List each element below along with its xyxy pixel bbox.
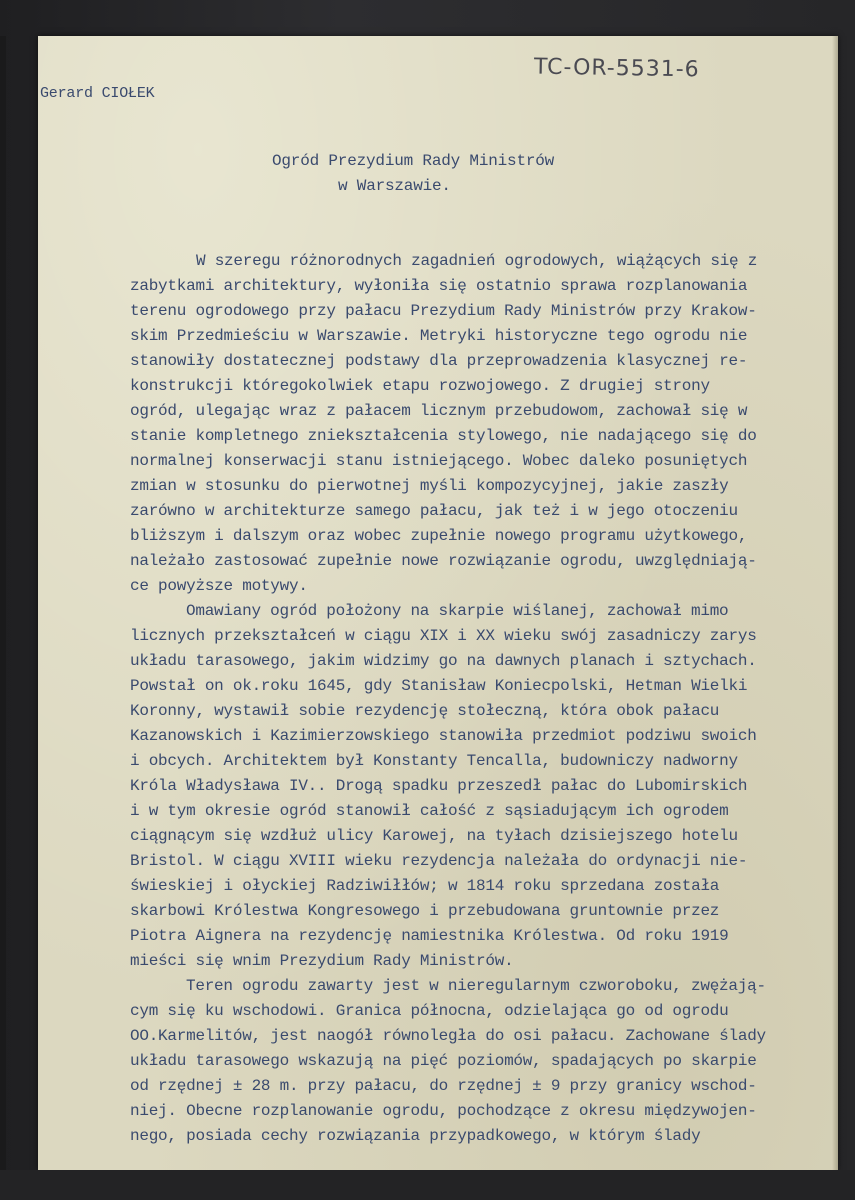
text-line: Powstał on ok.roku 1645, gdy Stanisław Koniecpolski, Hetman Wielki <box>130 677 748 695</box>
text-line: należało zastosować zupełnie nowe rozwiązanie ogrodu, uwzględniają- <box>130 552 757 570</box>
typed-page <box>38 36 838 1170</box>
document-subtitle: w Warszawie. <box>338 177 451 195</box>
author-name: Gerard CIOŁEK <box>40 85 155 102</box>
text-line: Koronny, wystawił sobie rezydencję stołeczną, która obok pałacu <box>130 702 720 720</box>
text-line: świeskiej i ołyckiej Radziwiłłów; w 1814 roku sprzedana została <box>130 877 720 895</box>
text-line: ce powyższe motywy. <box>130 577 308 595</box>
text-line: układu tarasowego wskazują na pięć poziomów, spadających po skarpie <box>130 1052 757 1070</box>
text-line: Kazanowskich i Kazimierzowskiego stanowiła przedmiot podziwu swoich <box>130 727 757 745</box>
text-line: OO.Karmelitów, jest naogół równoległa do osi pałacu. Zachowane ślady <box>130 1027 766 1045</box>
text-line: Teren ogrodu zawarty jest w nieregularnym czworoboku, zwężają- <box>186 977 766 995</box>
text-line: mieści się wnim Prezydium Rady Ministrów. <box>130 952 514 970</box>
text-line: bliższym i dalszym oraz wobec zupełnie nowego programu użytkowego, <box>130 527 748 545</box>
text-line: normalnej konserwacji stanu istniejącego. Wobec daleko posuniętych <box>130 452 748 470</box>
text-line: i obcych. Architektem był Konstanty Tencalla, budowniczy nadworny <box>130 752 738 770</box>
binder-edge <box>0 36 6 1170</box>
text-line: skarbowi Królestwa Kongresowego i przebudowana gruntownie przez <box>130 902 720 920</box>
text-line: ogród, ulegając wraz z pałacem licznym przebudowom, zachował się w <box>130 402 748 420</box>
text-line: zabytkami architektury, wyłoniła się ostatnio sprawa rozplanowania <box>130 277 748 295</box>
text-line: Omawiany ogród położony na skarpie wiślanej, zachował mimo <box>186 602 729 620</box>
text-line: Piotra Aignera na rezydencję namiestnika Królestwa. Od roku 1919 <box>130 927 729 945</box>
text-line: cym się ku wschodowi. Granica północna, odzielająca go od ogrodu <box>130 1002 729 1020</box>
archive-reference-handwritten: TC-OR-5531-6 <box>533 54 700 83</box>
text-line: zmian w stosunku do pierwotnej myśli kompozycyjnej, jakie zaszły <box>130 477 729 495</box>
text-line: Bristol. W ciągu XVIII wieku rezydencja należała do ordynacji nie- <box>130 852 748 870</box>
text-line: od rzędnej ± 28 m. przy pałacu, do rzędnej ± 9 przy granicy wschod- <box>130 1077 757 1095</box>
text-line: układu tarasowego, jakim widzimy go na dawnych planach i sztychach. <box>130 652 757 670</box>
text-line: zarówno w architekturze samego pałacu, jak też i w jego otoczeniu <box>130 502 738 520</box>
text-line: W szeregu różnorodnych zagadnień ogrodowych, wiążących się z <box>196 252 758 270</box>
text-line: licznych przekształceń w ciągu XIX i XX wieku swój zasadniczy zarys <box>130 627 757 645</box>
text-line: stanie kompletnego zniekształcenia stylowego, nie nadającego się do <box>130 427 757 445</box>
text-line: i w tym okresie ogród stanowił całość z sąsiadującym ich ogrodem <box>130 802 729 820</box>
text-line: stanowiły dostatecznej podstawy dla przeprowadzenia klasycznej re- <box>130 352 748 370</box>
text-line: ciągnącym się wzdłuż ulicy Karowej, na tyłach dzisiejszego hotelu <box>130 827 738 845</box>
document-title: Ogród Prezydium Rady Ministrów <box>272 152 555 170</box>
text-line: skim Przedmieściu w Warszawie. Metryki historyczne tego ogrodu nie <box>130 327 748 345</box>
text-line: terenu ogrodowego przy pałacu Prezydium Rady Ministrów przy Krakow- <box>130 302 757 320</box>
text-line: niej. Obecne rozplanowanie ogrodu, pochodzące z okresu międzywojen- <box>130 1102 757 1120</box>
text-line: Króla Władysława IV.. Drogą spadku przeszedł pałac do Lubomirskich <box>130 777 748 795</box>
scan-bottom-edge <box>0 1170 855 1200</box>
text-line: konstrukcji któregokolwiek etapu rozwojowego. Z drugiej strony <box>130 377 710 395</box>
text-line: nego, posiada cechy rozwiązania przypadkowego, w którym ślady <box>130 1127 701 1145</box>
